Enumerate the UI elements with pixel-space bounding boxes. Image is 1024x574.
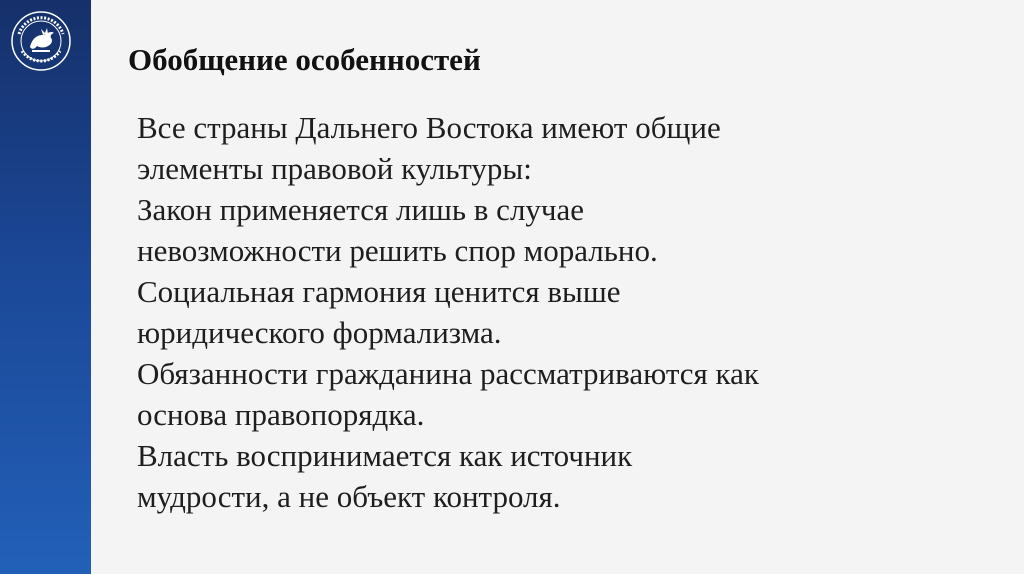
- body-line: юридического формализма.: [137, 315, 502, 350]
- slide-body: [137, 107, 917, 517]
- body-line: невозможности решить спор морально.: [137, 233, 658, 268]
- body-line: Обязанности гражданина рассматриваются как: [137, 356, 759, 391]
- body-line: Закон применяется лишь в случае: [137, 192, 585, 227]
- body-line: основа правопорядка.: [137, 397, 425, 432]
- university-emblem-icon: [10, 10, 72, 72]
- body-line: элементы правовой культуры:: [137, 151, 532, 186]
- body-line: Власть воспринимается как источник: [137, 438, 633, 473]
- body-line: Социальная гармония ценится выше: [137, 274, 621, 309]
- body-line: мудрости, а не объект контроля.: [137, 479, 561, 514]
- slide-title: Обобщение особенностей: [128, 42, 481, 77]
- side-band: [0, 0, 91, 574]
- body-line: Все страны Дальнего Востока имеют общие: [137, 110, 721, 145]
